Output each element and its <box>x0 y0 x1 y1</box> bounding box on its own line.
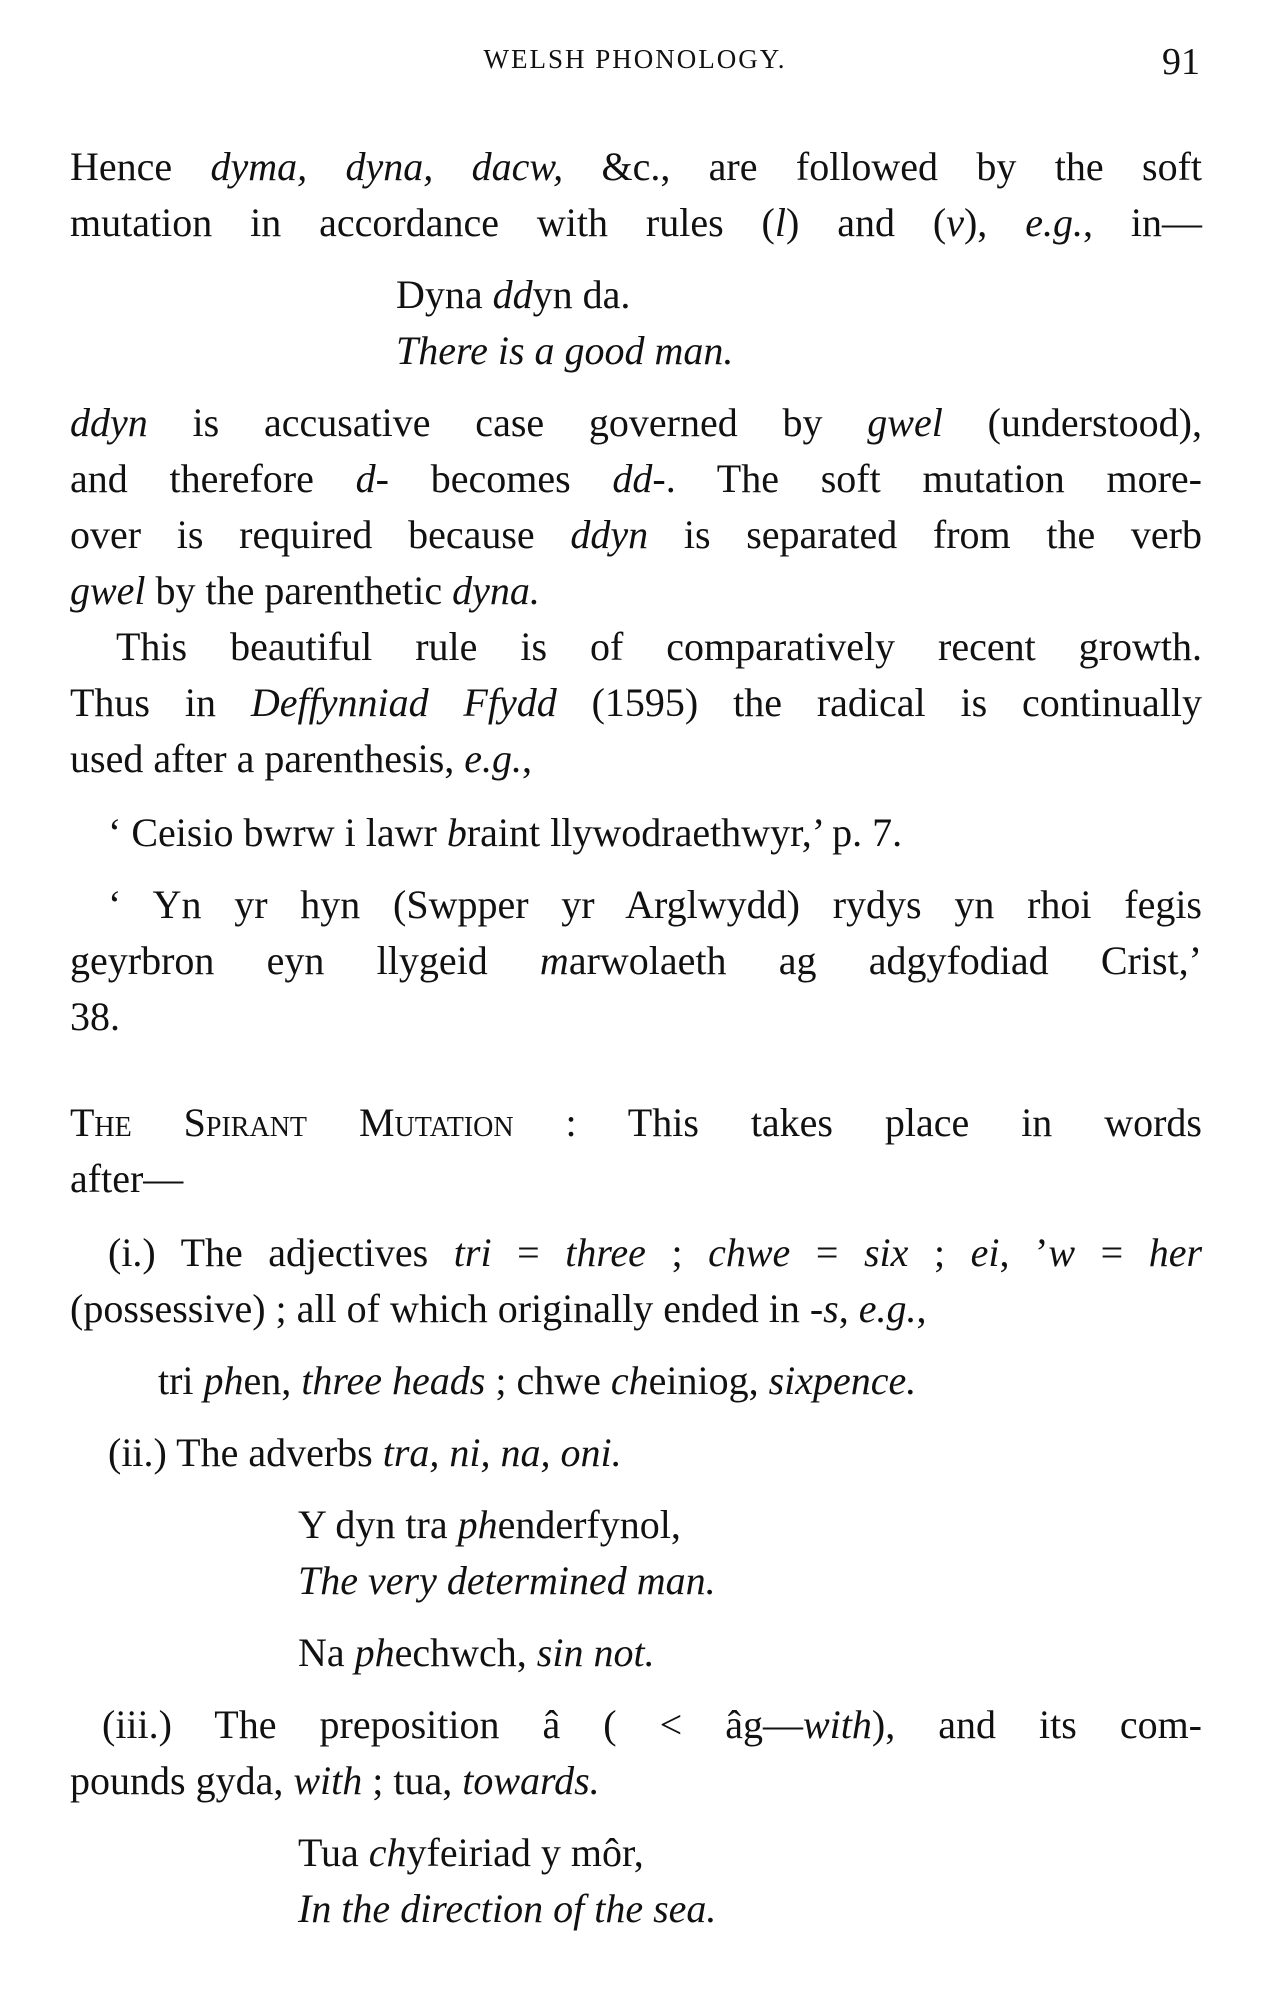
quotation-line: ‘ Yn yr hyn (Swpper yr Arglwydd) rydys yn rhoi fegis <box>108 882 1202 927</box>
text-line: Thus in Deffynniad Ffydd (1595) the radical is continually <box>70 680 1202 725</box>
text-line: ddyn is accusative case governed by gwel (understood), <box>70 400 1202 445</box>
text-line: gwel by the parenthetic dyna. <box>70 568 540 613</box>
quotation-line: 38. <box>70 994 120 1039</box>
text-line: and therefore d- becomes dd-. The soft mutation more- <box>70 456 1202 501</box>
list-item-line: (i.) The adjectives tri = three ; chwe = six ; ei, ’w = her <box>108 1230 1203 1275</box>
page-number: 91 <box>1162 41 1200 83</box>
example-line: Na phechwch, sin not. <box>298 1630 655 1675</box>
list-item-line: (ii.) The adverbs tra, ni, na, oni. <box>108 1430 622 1475</box>
text-line: mutation in accordance with rules (l) and (v), e.g., in— <box>70 200 1202 245</box>
text-line: used after a parenthesis, e.g., <box>70 736 533 781</box>
example-line: Dyna ddyn da. <box>396 272 631 317</box>
text-line: after— <box>70 1156 184 1201</box>
quotation-line: geyrbron eyn llygeid marwolaeth ag adgyfodiad Crist,’ <box>70 938 1202 983</box>
text-line: pounds gyda, with ; tua, towards. <box>70 1758 600 1803</box>
section-heading-line: The Spirant Mutation : This takes place in words <box>70 1100 1202 1145</box>
translation-line: There is a good man. <box>396 328 734 373</box>
translation-line: The very determined man. <box>298 1558 716 1603</box>
example-line: tri phen, three heads ; chwe cheiniog, sixpence. <box>158 1358 917 1403</box>
text-line: This beautiful rule is of comparatively recent growth. <box>116 624 1202 669</box>
page-header <box>70 41 1200 84</box>
quotation-line: ‘ Ceisio bwrw i lawr braint llywodraethwyr,’ p. 7. <box>108 810 903 855</box>
list-item-line: (iii.) The preposition â ( < âg—with), and its com- <box>102 1702 1203 1747</box>
example-line: Tua chyfeiriad y môr, <box>298 1830 644 1875</box>
example-line: Y dyn tra phenderfynol, <box>298 1502 681 1547</box>
text-line: Hence dyma, dyna, dacw, &c., are followed by the soft <box>70 144 1202 189</box>
translation-line: In the direction of the sea. <box>298 1886 717 1931</box>
text-line: over is required because ddyn is separated from the verb <box>70 512 1202 557</box>
text-line: (possessive) ; all of which originally ended in -s, e.g., <box>70 1286 927 1331</box>
running-head: WELSH PHONOLOGY. <box>483 44 787 74</box>
